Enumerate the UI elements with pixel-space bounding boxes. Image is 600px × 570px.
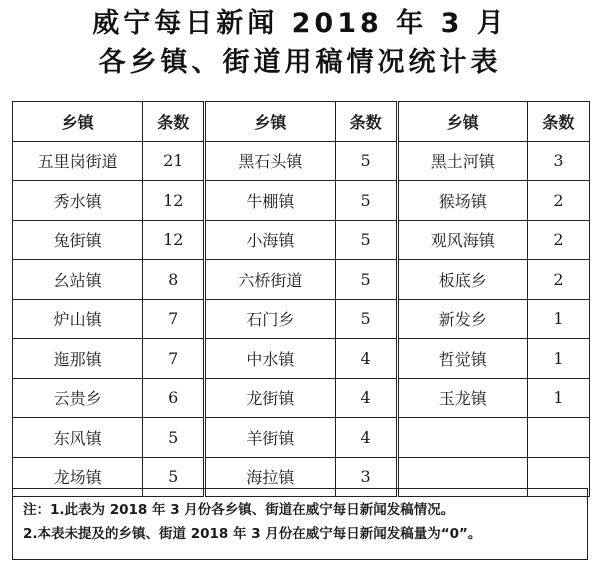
count-cell: 5: [143, 457, 205, 497]
town-name-cell: 新发乡: [397, 299, 527, 339]
count-cell: 2: [527, 181, 589, 221]
table-row: [13, 260, 590, 300]
town-name-cell: 观风海镇: [397, 220, 527, 260]
town-name-cell: 炉山镇: [13, 299, 143, 339]
town-name-cell: 黑土河镇: [397, 141, 527, 181]
count-cell: 3: [527, 141, 589, 181]
note-line-2: 2.本表未提及的乡镇、街道 2018 年 3 月份在威宁每日新闻发稿量为“0”。: [23, 526, 482, 542]
table-header-row: [13, 102, 590, 142]
town-name-cell: 龙场镇: [13, 457, 143, 497]
count-cell: 3: [335, 457, 397, 497]
count-cell: 21: [143, 141, 205, 181]
table-row: [13, 299, 590, 339]
town-name-cell: 龙街镇: [205, 378, 335, 418]
count-cell: 2: [527, 260, 589, 300]
count-cell: 5: [335, 181, 397, 221]
table-row: [13, 378, 590, 418]
town-name-cell: 板底乡: [397, 260, 527, 300]
count-cell: 5: [335, 141, 397, 181]
count-cell: 8: [143, 260, 205, 300]
town-name-cell: 迤那镇: [13, 339, 143, 379]
town-name-cell: 云贵乡: [13, 378, 143, 418]
town-name-cell: 猴场镇: [397, 181, 527, 221]
town-name-cell: 秀水镇: [13, 181, 143, 221]
note-line-1: 注：1.此表为 2018 年 3 月份各乡镇、街道在威宁每日新闻发稿情况。: [23, 502, 455, 518]
count-cell: 4: [335, 418, 397, 458]
count-cell: 4: [335, 378, 397, 418]
town-name-cell: 东风镇: [13, 418, 143, 458]
count-cell: 4: [335, 339, 397, 379]
town-name-cell: 羊街镇: [205, 418, 335, 458]
town-name-cell: [397, 418, 527, 458]
header-town-3: 乡镇: [397, 102, 527, 142]
count-cell: 5: [335, 260, 397, 300]
town-name-cell: 黑石头镇: [205, 141, 335, 181]
town-name-cell: 中水镇: [205, 339, 335, 379]
table-row: [13, 418, 590, 458]
town-name-cell: 五里岗街道: [13, 141, 143, 181]
town-name-cell: 兔街镇: [13, 220, 143, 260]
count-cell: 2: [527, 220, 589, 260]
count-cell: 12: [143, 220, 205, 260]
report-title-line-1: 威宁每日新闻 2018 年 3 月: [92, 8, 508, 39]
statistics-table: [12, 101, 590, 497]
town-name-cell: 玉龙镇: [397, 378, 527, 418]
count-cell: 7: [143, 339, 205, 379]
notes-box: [12, 488, 588, 560]
count-cell: 7: [143, 299, 205, 339]
count-cell: 5: [143, 418, 205, 458]
count-cell: 5: [335, 220, 397, 260]
town-name-cell: 哲觉镇: [397, 339, 527, 379]
table-body: [13, 141, 590, 497]
header-town-1: 乡镇: [13, 102, 143, 142]
count-cell: 12: [143, 181, 205, 221]
count-cell: 1: [527, 378, 589, 418]
town-name-cell: 牛棚镇: [205, 181, 335, 221]
table-row: [13, 141, 590, 181]
count-cell: 1: [527, 299, 589, 339]
count-cell: [527, 418, 589, 458]
count-cell: 5: [335, 299, 397, 339]
header-count-3: 条数: [527, 102, 589, 142]
town-name-cell: 六桥街道: [205, 260, 335, 300]
town-name-cell: 小海镇: [205, 220, 335, 260]
town-name-cell: 石门乡: [205, 299, 335, 339]
town-name-cell: 幺站镇: [13, 260, 143, 300]
report-title-line-2: 各乡镇、街道用稿情况统计表: [98, 47, 502, 78]
header-count-1: 条数: [143, 102, 205, 142]
count-cell: 6: [143, 378, 205, 418]
table-row: [13, 181, 590, 221]
table-row: [13, 220, 590, 260]
header-town-2: 乡镇: [205, 102, 335, 142]
count-cell: 1: [527, 339, 589, 379]
table-row: [13, 339, 590, 379]
town-name-cell: 海拉镇: [205, 457, 335, 497]
header-count-2: 条数: [335, 102, 397, 142]
